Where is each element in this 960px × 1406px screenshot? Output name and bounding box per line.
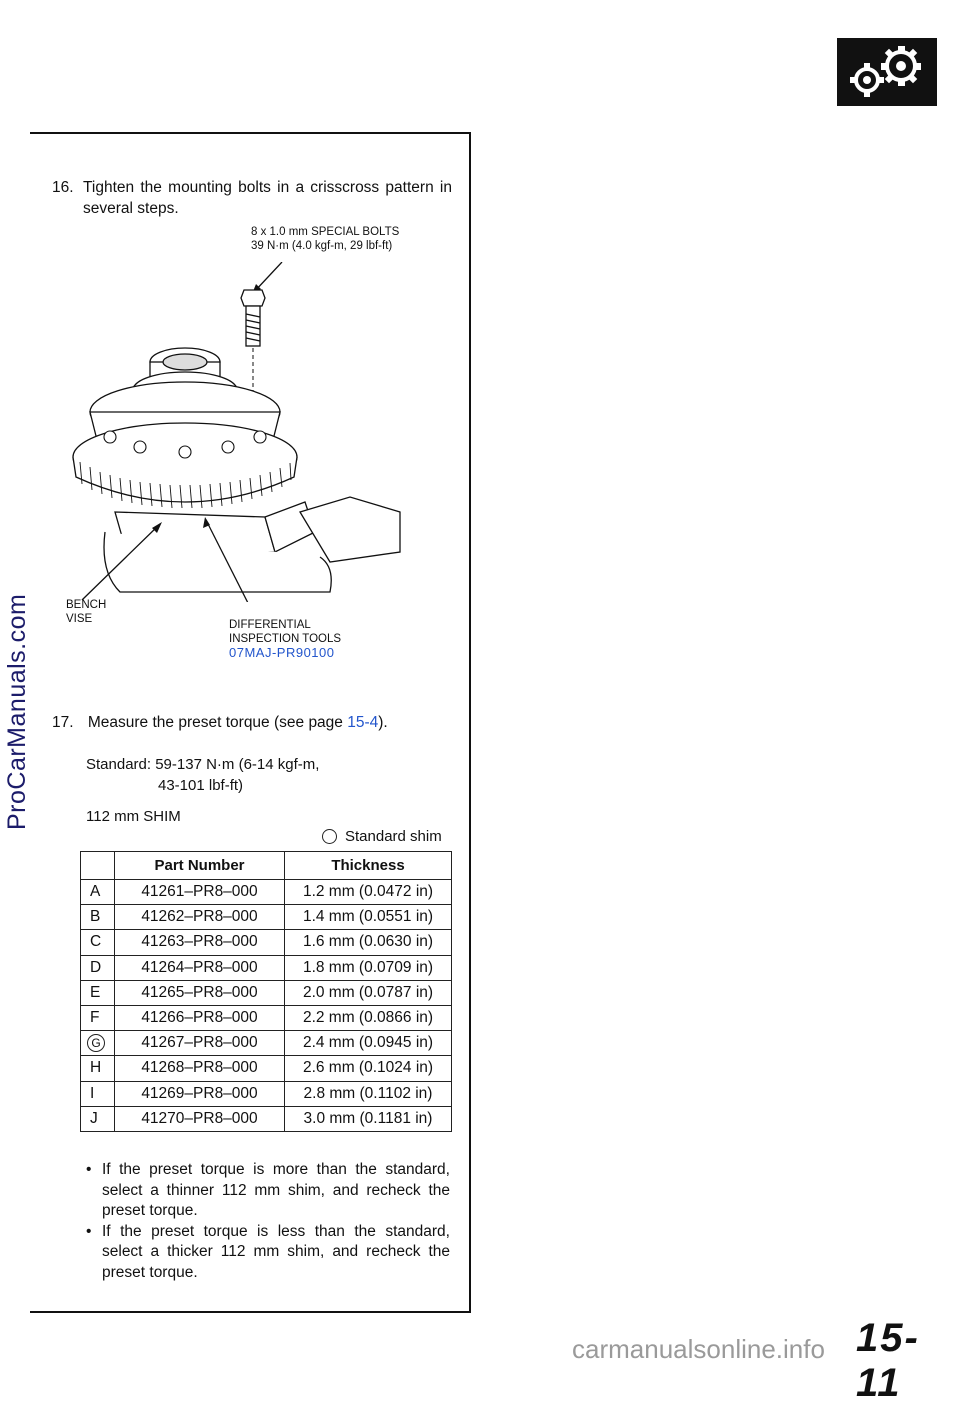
shim-table <box>80 851 452 1132</box>
row-part-number: 41270–PR8–000 <box>115 1106 285 1131</box>
row-letter: J <box>81 1106 115 1131</box>
table-row <box>81 880 452 905</box>
row-part-number: 41263–PR8–000 <box>115 930 285 955</box>
bolts-label-line2: 39 N·m (4.0 kgf-m, 29 lbf-ft) <box>251 240 393 252</box>
row-part-number: 41265–PR8–000 <box>115 980 285 1005</box>
row-thickness: 3.0 mm (0.1181 in) <box>285 1106 452 1131</box>
step-17-number: 17. <box>52 714 74 731</box>
row-letter: B <box>81 905 115 930</box>
table-row <box>81 980 452 1005</box>
table-row-standard <box>81 1031 452 1056</box>
row-letter: C <box>81 930 115 955</box>
table-row <box>81 955 452 980</box>
list-item <box>86 1160 450 1222</box>
frame-right-rule <box>469 132 471 1312</box>
row-thickness: 1.4 mm (0.0551 in) <box>285 905 452 930</box>
tool-code-link[interactable]: 07MAJ-PR90100 <box>229 645 335 660</box>
row-letter: I <box>81 1081 115 1106</box>
row-thickness: 2.8 mm (0.1102 in) <box>285 1081 452 1106</box>
shim-title: 112 mm SHIM <box>86 808 181 825</box>
row-part-number: 41268–PR8–000 <box>115 1056 285 1081</box>
table-row <box>81 1106 452 1131</box>
watermark-left: ProCarManuals.com <box>3 593 31 830</box>
bench-vise-line1: BENCH <box>66 599 107 611</box>
list-item <box>86 1222 450 1284</box>
header-letter <box>81 852 115 880</box>
watermark-bottom: carmanualsonline.info <box>572 1334 825 1364</box>
row-thickness: 2.4 mm (0.0945 in) <box>285 1031 452 1056</box>
row-thickness: 1.8 mm (0.0709 in) <box>285 955 452 980</box>
bullet-dot: • <box>86 1161 92 1178</box>
inspection-tools-label <box>229 618 341 660</box>
table-row <box>81 1081 452 1106</box>
bullet-text: If the preset torque is more than the standard, select a thinner 112 mm shim, and recheck the preset torque. <box>102 1161 450 1219</box>
table-row <box>81 930 452 955</box>
frame-top-rule <box>30 132 470 134</box>
row-part-number: 41269–PR8–000 <box>115 1081 285 1106</box>
header-thickness: Thickness <box>285 852 452 880</box>
circle-symbol-icon <box>322 829 337 844</box>
row-letter: A <box>81 880 115 905</box>
standard-line1: Standard: 59-137 N·m (6-14 kgf-m, <box>86 756 320 773</box>
bolts-label-line1: 8 x 1.0 mm SPECIAL BOLTS <box>251 226 400 238</box>
bench-vise-line2: VISE <box>66 613 93 625</box>
bullet-dot: • <box>86 1222 92 1240</box>
standard-torque <box>86 754 319 796</box>
tools-line2: INSPECTION TOOLS <box>229 633 342 645</box>
differential-illustration <box>60 262 460 602</box>
table-row <box>81 1056 452 1081</box>
standard-shim-legend <box>322 828 442 845</box>
row-letter-cell <box>81 1031 115 1056</box>
page-number: 15-11 <box>856 1316 920 1405</box>
row-part-number: 41261–PR8–000 <box>115 880 285 905</box>
row-letter: D <box>81 955 115 980</box>
row-part-number: 41267–PR8–000 <box>115 1031 285 1056</box>
step-17 <box>52 712 388 733</box>
row-letter: F <box>81 1005 115 1030</box>
bullet-list <box>86 1160 450 1283</box>
row-letter: H <box>81 1056 115 1081</box>
bullet-text: If the preset torque is less than the standard, select a thicker 112 mm shim, and recheck the preset torque. <box>102 1222 450 1281</box>
standard-shim-letter: G <box>87 1034 105 1052</box>
step-17-text-end: ). <box>378 714 388 731</box>
table-row <box>81 1005 452 1030</box>
step-16-text: Tighten the mounting bolts in a crisscross pattern in several steps. <box>83 179 452 217</box>
gear-badge <box>837 38 937 106</box>
standard-shim-label: Standard shim <box>345 828 442 845</box>
row-thickness: 2.2 mm (0.0866 in) <box>285 1005 452 1030</box>
row-thickness: 1.2 mm (0.0472 in) <box>285 880 452 905</box>
row-letter: E <box>81 980 115 1005</box>
special-bolt <box>241 290 265 346</box>
row-part-number: 41262–PR8–000 <box>115 905 285 930</box>
step-16 <box>52 177 452 219</box>
row-thickness: 2.0 mm (0.0787 in) <box>285 980 452 1005</box>
row-part-number: 41266–PR8–000 <box>115 1005 285 1030</box>
row-thickness: 1.6 mm (0.0630 in) <box>285 930 452 955</box>
step-16-number: 16. <box>52 179 74 196</box>
tools-line1: DIFFERENTIAL <box>229 619 311 631</box>
table-header-row <box>81 852 452 880</box>
bolts-label <box>251 225 399 253</box>
table-row <box>81 905 452 930</box>
frame-bottom-rule <box>30 1311 471 1313</box>
standard-line2: 43-101 lbf-ft) <box>158 777 244 794</box>
header-part-number: Part Number <box>115 852 285 880</box>
row-part-number: 41264–PR8–000 <box>115 955 285 980</box>
step-17-text: Measure the preset torque (see page <box>87 714 348 731</box>
row-thickness: 2.6 mm (0.1024 in) <box>285 1056 452 1081</box>
page-ref-link[interactable]: 15-4 <box>347 714 379 731</box>
bench-vise-label <box>66 598 106 626</box>
gears-icon <box>837 38 937 106</box>
